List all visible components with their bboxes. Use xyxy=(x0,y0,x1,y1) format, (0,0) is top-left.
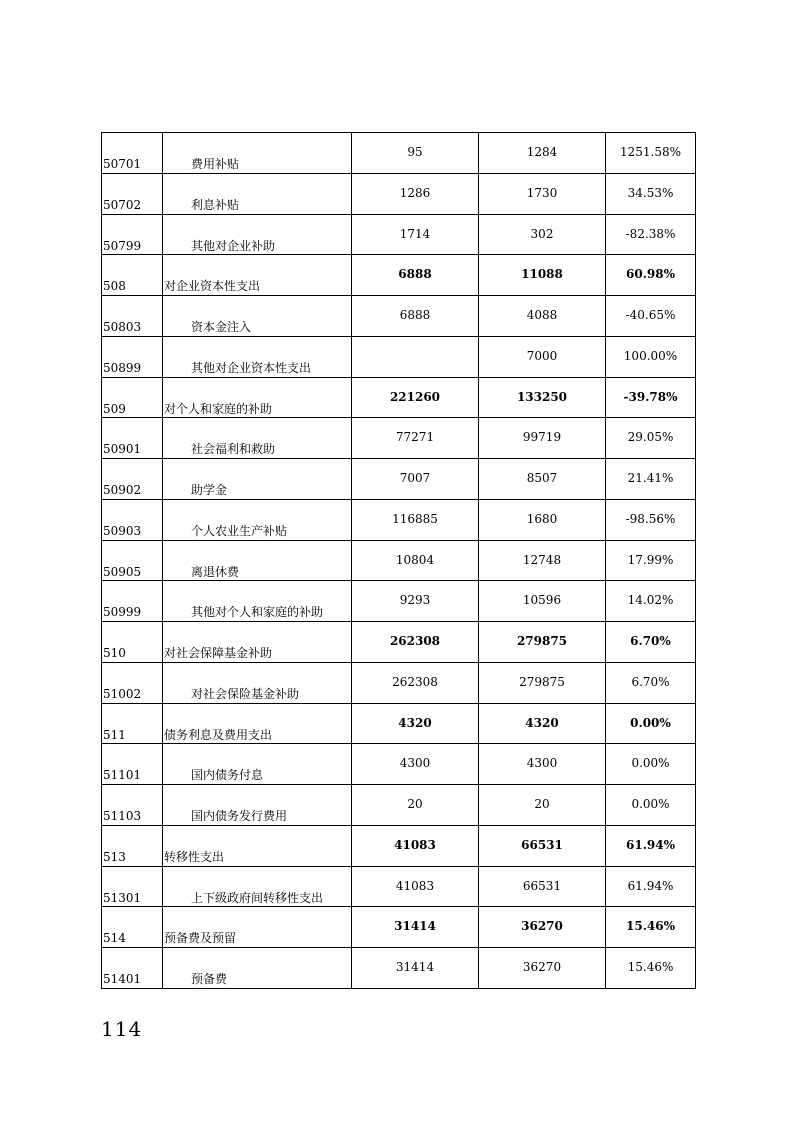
code-cell: 508 xyxy=(102,255,163,296)
name-cell: 预备费 xyxy=(163,948,352,989)
name-cell: 社会福利和救助 xyxy=(163,418,352,459)
code-cell: 50702 xyxy=(102,173,163,214)
code-cell: 509 xyxy=(102,377,163,418)
value-curr-cell: 279875 xyxy=(479,662,606,703)
value-prev-cell: 6888 xyxy=(352,255,479,296)
value-prev-cell: 262308 xyxy=(352,622,479,663)
change-pct-cell: -98.56% xyxy=(606,499,696,540)
value-prev-cell: 4300 xyxy=(352,744,479,785)
value-prev-cell: 41083 xyxy=(352,825,479,866)
value-curr-cell: 7000 xyxy=(479,336,606,377)
code-cell: 50902 xyxy=(102,459,163,500)
value-curr-cell: 302 xyxy=(479,214,606,255)
name-cell: 债务利息及费用支出 xyxy=(163,703,352,744)
name-cell: 对社会保险基金补助 xyxy=(163,662,352,703)
value-curr-cell: 10596 xyxy=(479,581,606,622)
value-prev-cell: 7007 xyxy=(352,459,479,500)
value-prev-cell: 6888 xyxy=(352,296,479,337)
name-cell: 利息补贴 xyxy=(163,173,352,214)
value-curr-cell: 279875 xyxy=(479,622,606,663)
table-row xyxy=(102,296,696,337)
name-cell: 助学金 xyxy=(163,459,352,500)
code-cell: 50903 xyxy=(102,499,163,540)
name-cell: 对个人和家庭的补助 xyxy=(163,377,352,418)
change-pct-cell: 21.41% xyxy=(606,459,696,500)
table-row xyxy=(102,499,696,540)
name-cell: 国内债务付息 xyxy=(163,744,352,785)
name-cell: 个人农业生产补贴 xyxy=(163,499,352,540)
change-pct-cell: 6.70% xyxy=(606,622,696,663)
name-cell: 其他对企业资本性支出 xyxy=(163,336,352,377)
code-cell: 51401 xyxy=(102,948,163,989)
change-pct-cell: -40.65% xyxy=(606,296,696,337)
code-cell: 511 xyxy=(102,703,163,744)
table-row xyxy=(102,133,696,174)
code-cell: 50901 xyxy=(102,418,163,459)
value-curr-cell: 20 xyxy=(479,785,606,826)
table-row xyxy=(102,744,696,785)
code-cell: 50799 xyxy=(102,214,163,255)
name-cell: 对企业资本性支出 xyxy=(163,255,352,296)
value-prev-cell: 116885 xyxy=(352,499,479,540)
value-curr-cell: 1730 xyxy=(479,173,606,214)
table-row xyxy=(102,255,696,296)
table-row xyxy=(102,622,696,663)
value-curr-cell: 8507 xyxy=(479,459,606,500)
change-pct-cell: 1251.58% xyxy=(606,133,696,174)
name-cell: 其他对企业补助 xyxy=(163,214,352,255)
name-cell: 费用补贴 xyxy=(163,133,352,174)
table-row xyxy=(102,214,696,255)
change-pct-cell: 0.00% xyxy=(606,703,696,744)
change-pct-cell: 100.00% xyxy=(606,336,696,377)
change-pct-cell: 34.53% xyxy=(606,173,696,214)
table-row xyxy=(102,703,696,744)
value-curr-cell: 66531 xyxy=(479,825,606,866)
value-curr-cell: 36270 xyxy=(479,948,606,989)
code-cell: 514 xyxy=(102,907,163,948)
change-pct-cell: 0.00% xyxy=(606,744,696,785)
value-prev-cell: 31414 xyxy=(352,948,479,989)
value-prev-cell: 31414 xyxy=(352,907,479,948)
table-row xyxy=(102,459,696,500)
name-cell: 资本金注入 xyxy=(163,296,352,337)
value-curr-cell: 1284 xyxy=(479,133,606,174)
change-pct-cell: 15.46% xyxy=(606,948,696,989)
change-pct-cell: 6.70% xyxy=(606,662,696,703)
value-curr-cell: 1680 xyxy=(479,499,606,540)
name-cell: 转移性支出 xyxy=(163,825,352,866)
name-cell: 其他对个人和家庭的补助 xyxy=(163,581,352,622)
table-row xyxy=(102,825,696,866)
code-cell: 51002 xyxy=(102,662,163,703)
name-cell: 上下级政府间转移性支出 xyxy=(163,866,352,907)
value-curr-cell: 36270 xyxy=(479,907,606,948)
name-cell: 对社会保障基金补助 xyxy=(163,622,352,663)
value-prev-cell xyxy=(352,336,479,377)
value-curr-cell: 4088 xyxy=(479,296,606,337)
change-pct-cell: 0.00% xyxy=(606,785,696,826)
code-cell: 50905 xyxy=(102,540,163,581)
code-cell: 51301 xyxy=(102,866,163,907)
page-number: 114 xyxy=(101,1017,143,1041)
code-cell: 50803 xyxy=(102,296,163,337)
value-prev-cell: 4320 xyxy=(352,703,479,744)
change-pct-cell: 15.46% xyxy=(606,907,696,948)
table-row xyxy=(102,540,696,581)
name-cell: 离退休费 xyxy=(163,540,352,581)
value-prev-cell: 221260 xyxy=(352,377,479,418)
table-row xyxy=(102,662,696,703)
value-prev-cell: 77271 xyxy=(352,418,479,459)
value-curr-cell: 99719 xyxy=(479,418,606,459)
code-cell: 50899 xyxy=(102,336,163,377)
value-prev-cell: 1714 xyxy=(352,214,479,255)
table-row xyxy=(102,866,696,907)
table-row xyxy=(102,907,696,948)
value-curr-cell: 12748 xyxy=(479,540,606,581)
table-row xyxy=(102,418,696,459)
budget-table xyxy=(101,132,696,989)
table-body xyxy=(102,133,696,989)
value-prev-cell: 9293 xyxy=(352,581,479,622)
change-pct-cell: 14.02% xyxy=(606,581,696,622)
value-prev-cell: 20 xyxy=(352,785,479,826)
change-pct-cell: 29.05% xyxy=(606,418,696,459)
code-cell: 513 xyxy=(102,825,163,866)
value-curr-cell: 4320 xyxy=(479,703,606,744)
value-curr-cell: 133250 xyxy=(479,377,606,418)
table-row xyxy=(102,785,696,826)
change-pct-cell: 17.99% xyxy=(606,540,696,581)
code-cell: 50999 xyxy=(102,581,163,622)
table-row xyxy=(102,581,696,622)
code-cell: 510 xyxy=(102,622,163,663)
name-cell: 国内债务发行费用 xyxy=(163,785,352,826)
change-pct-cell: 60.98% xyxy=(606,255,696,296)
code-cell: 51103 xyxy=(102,785,163,826)
code-cell: 51101 xyxy=(102,744,163,785)
change-pct-cell: -39.78% xyxy=(606,377,696,418)
change-pct-cell: 61.94% xyxy=(606,866,696,907)
table-row xyxy=(102,377,696,418)
value-prev-cell: 1286 xyxy=(352,173,479,214)
name-cell: 预备费及预留 xyxy=(163,907,352,948)
value-curr-cell: 66531 xyxy=(479,866,606,907)
value-prev-cell: 10804 xyxy=(352,540,479,581)
table-row xyxy=(102,173,696,214)
value-curr-cell: 4300 xyxy=(479,744,606,785)
value-curr-cell: 11088 xyxy=(479,255,606,296)
code-cell: 50701 xyxy=(102,133,163,174)
change-pct-cell: -82.38% xyxy=(606,214,696,255)
value-prev-cell: 262308 xyxy=(352,662,479,703)
value-prev-cell: 41083 xyxy=(352,866,479,907)
change-pct-cell: 61.94% xyxy=(606,825,696,866)
value-prev-cell: 95 xyxy=(352,133,479,174)
table-row xyxy=(102,948,696,989)
table-row xyxy=(102,336,696,377)
